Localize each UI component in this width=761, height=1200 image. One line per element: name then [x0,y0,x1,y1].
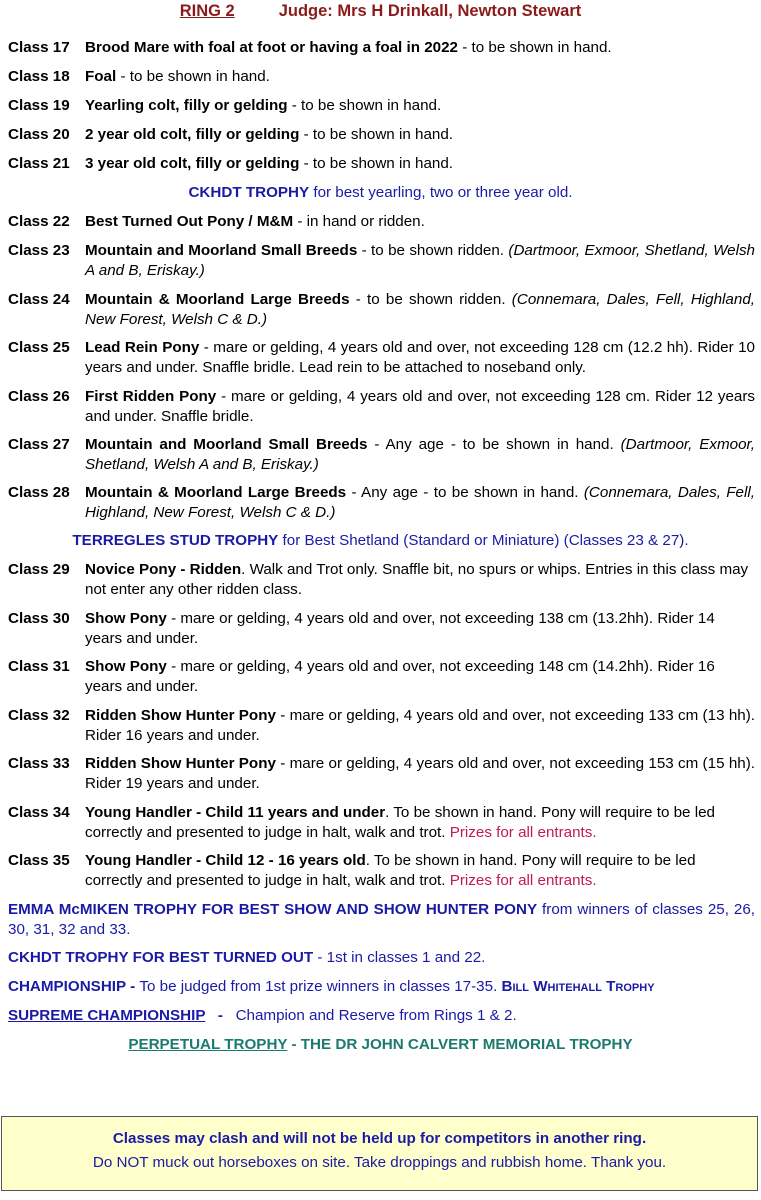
ckhdt-youngstock-trophy [0,183,761,203]
class-row [8,706,755,746]
class-label: Class 21 [8,155,70,172]
prizes-note: Prizes for all entrants. [449,872,597,889]
class-text: - to be shown in hand. [299,126,454,143]
judge-name: Judge: Mrs H Drinkall, Newton Stewart [278,2,582,20]
trophy-name: CKHDT TROPHY [188,184,310,201]
class-label: Class 17 [8,39,70,56]
supreme-championship [8,1006,755,1026]
class-row [8,803,755,843]
class-text: - mare or gelding, 4 years old and over, not exceeding 153 cm (15 hh). Rider 19 years and under. [85,755,755,792]
ring-title: RING 2 [179,2,235,20]
class-label: Class 25 [8,339,70,356]
class-text: - mare or gelding, 4 years old and over, not exceeding 128 cm. Rider 12 years and under. Snaffle bridle. [85,388,755,425]
class-text: . To be shown in hand. Pony will require to be led correctly and presented to judge in halt, walk and trot. [85,852,696,889]
perpetual-trophy [0,1035,761,1055]
notice-line-2: Do NOT muck out horseboxes on site. Take droppings and rubbish home. Thank you. [92,1154,667,1171]
class-label: Class 19 [8,97,70,114]
class-breeds: (Dartmoor, Exmoor, Shetland, Welsh A and B, Eriskay.) [85,436,755,473]
whitehall-trophy: Bill Whitehall Trophy [501,978,655,995]
notice-box [1,1116,758,1191]
trophy-text: from winners of classes 25, 26, 30, 31, 32 and 33. [8,901,755,938]
class-row [8,387,755,427]
class-label: Class 35 [8,852,70,869]
class-title: Foal [85,68,117,85]
class-row [8,96,755,116]
supreme-text: Champion and Reserve from Rings 1 & 2. [235,1007,517,1024]
class-row [8,609,755,649]
class-title: Show Pony [85,610,167,627]
class-label: Class 32 [8,707,70,724]
class-label: Class 31 [8,658,70,675]
trophy-text: for best yearling, two or three year old. [309,184,573,201]
notice-line-1: Classes may clash and will not be held up for competitors in another ring. [112,1130,647,1147]
class-text: - to be shown ridden. [349,291,512,308]
ckhdt-turnout-trophy [8,948,755,968]
class-title: 3 year old colt, filly or gelding [85,155,300,172]
class-row [8,483,755,523]
class-label: Class 24 [8,291,70,308]
class-text: - mare or gelding, 4 years old and over, not exceeding 128 cm (12.2 hh). Rider 10 years and under. Snaffle bridle. Lead rein to be attached to noseband only. [85,339,755,376]
class-text: - mare or gelding, 4 years old and over, not exceeding 148 cm (14.2hh). Rider 16 years and under. [85,658,715,695]
ring-header [0,2,761,21]
class-title: 2 year old colt, filly or gelding [85,126,300,143]
class-text: - to be shown in hand. [299,155,454,172]
class-title: Best Turned Out Pony / M&M [85,213,294,230]
class-text: - Any age - to be shown in hand. [367,436,621,453]
class-row [8,851,755,891]
trophy-text: - 1st in classes 1 and 22. [313,949,486,966]
class-row [8,657,755,697]
terregles-trophy [0,531,761,551]
trophy-name: EMMA McMIKEN TROPHY FOR BEST SHOW AND SHOW HUNTER PONY [8,901,538,918]
class-row [8,67,755,87]
class-label: Class 20 [8,126,70,143]
class-row [8,212,755,232]
trophy-text: for Best Shetland (Standard or Miniature) (Classes 23 & 27). [278,532,689,549]
class-row [8,125,755,145]
class-title: Yearling colt, filly or gelding [85,97,288,114]
class-row [8,754,755,794]
class-label: Class 28 [8,484,70,501]
class-label: Class 26 [8,388,70,405]
class-row [8,435,755,475]
class-title: Mountain and Moorland Small Breeds [85,436,368,453]
championship-text: To be judged from 1st prize winners in classes 17-35. [139,978,502,995]
class-breeds: (Connemara, Dales, Fell, Highland, New Forest, Welsh C & D.) [85,484,755,521]
class-breeds: (Connemara, Dales, Fell, Highland, New Forest, Welsh C & D.) [85,291,755,328]
class-row [8,560,755,600]
supreme-separator: - [205,1007,236,1024]
trophy-name: TERREGLES STUD TROPHY [72,532,279,549]
class-row [8,38,755,58]
class-row [8,290,755,330]
class-label: Class 23 [8,242,70,259]
perpetual-title: PERPETUAL TROPHY [128,1036,288,1053]
class-label: Class 22 [8,213,70,230]
championship-title: CHAMPIONSHIP - [8,978,140,995]
class-text: - to be shown in hand. [116,68,270,85]
class-title: Ridden Show Hunter Pony [85,755,276,772]
prizes-note: Prizes for all entrants. [449,824,597,841]
class-text: - Any age - to be shown in hand. [346,484,584,501]
class-breeds: (Dartmoor, Exmoor, Shetland, Welsh A and B, Eriskay.) [85,242,755,279]
class-text: . Walk and Trot only. Snaffle bit, no spurs or whips. Entries in this class may not enter any other ridden class. [85,561,749,598]
class-text: . To be shown in hand. Pony will require to be led correctly and presented to judge in halt, walk and trot. [85,804,715,841]
class-text: - to be shown in hand. [457,39,612,56]
class-row [8,241,755,281]
class-label: Class 34 [8,804,70,821]
class-title: Young Handler - Child 11 years and under [85,804,386,821]
championship [8,977,755,997]
supreme-title: SUPREME CHAMPIONSHIP [8,1007,206,1024]
class-label: Class 33 [8,755,70,772]
class-title: First Ridden Pony [85,388,217,405]
class-label: Class 27 [8,436,70,453]
class-row [8,154,755,174]
class-title: Ridden Show Hunter Pony [85,707,276,724]
class-label: Class 30 [8,610,70,627]
class-title: Brood Mare with foal at foot or having a foal in 2022 [85,39,458,56]
class-title: Young Handler - Child 12 - 16 years old [85,852,366,869]
class-title: Mountain & Moorland Large Breeds [85,291,350,308]
class-title: Novice Pony - Ridden [85,561,242,578]
emma-mcmiken-trophy [8,900,755,940]
class-title: Lead Rein Pony [85,339,200,356]
trophy-name: CKHDT TROPHY FOR BEST TURNED OUT [8,949,314,966]
class-text: - to be shown in hand. [287,97,442,114]
class-label: Class 29 [8,561,70,578]
class-text: - to be shown ridden. [357,242,509,259]
class-title: Mountain & Moorland Large Breeds [85,484,347,501]
class-label: Class 18 [8,68,70,85]
class-title: Mountain and Moorland Small Breeds [85,242,358,259]
class-text: - mare or gelding, 4 years old and over, not exceeding 133 cm (13 hh). Rider 16 years and under. [85,707,755,744]
perpetual-text: - THE DR JOHN CALVERT MEMORIAL TROPHY [287,1036,633,1053]
class-title: Show Pony [85,658,167,675]
class-text: - in hand or ridden. [293,213,425,230]
class-text: - mare or gelding, 4 years old and over, not exceeding 138 cm (13.2hh). Rider 14 years and under. [85,610,715,647]
class-row [8,338,755,378]
